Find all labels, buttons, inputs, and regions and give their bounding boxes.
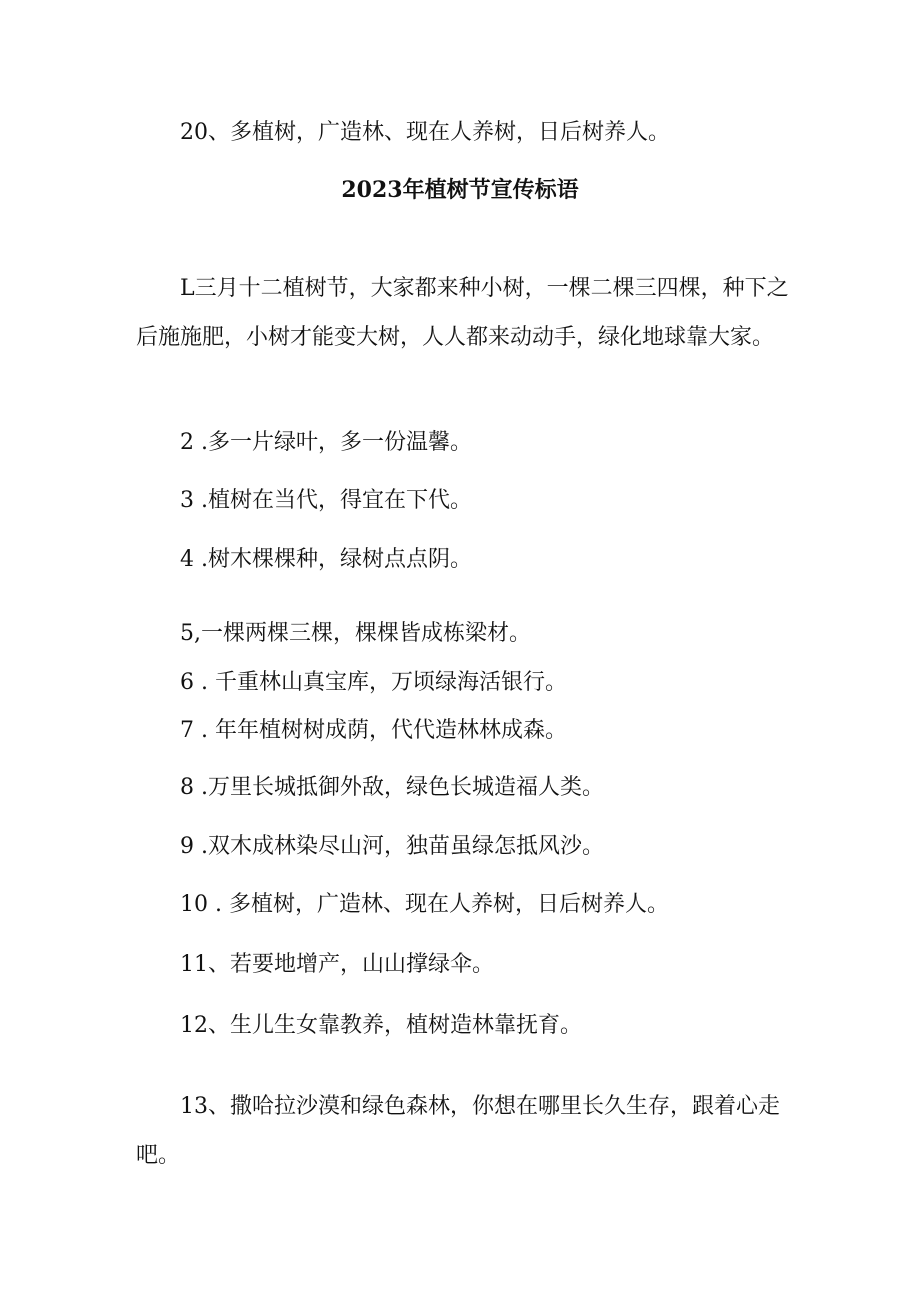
slogan-item-13: 13、撒哈拉沙漠和绿色森林，你想在哪里长久生存，跟着心走吧。 [136, 1094, 780, 1168]
slogan-item-12: 12、生儿生女靠教养，植树造林靠抚育。 [180, 1013, 582, 1038]
slogan-item-6: 6 . 千重林山真宝库，万顷绿海活银行。 [180, 670, 567, 695]
slogan-item-10: 10 . 多植树，广造林、现在人养树，日后树养人。 [180, 892, 669, 917]
slogan-item-7: 7 . 年年植树树成荫，代代造林林成森。 [180, 718, 567, 743]
slogan-item-9: 9 .双木成林染尽山河，独苗虽绿怎抵风沙。 [180, 834, 604, 859]
slogan-item-2: 2 .多一片绿叶，多一份温馨。 [180, 430, 472, 455]
slogan-item-3: 3 .植树在当代，得宜在下代。 [180, 488, 472, 513]
slogan-item-20: 20、多植树，广造林、现在人养树，日后树养人。 [180, 120, 670, 145]
document-title: 2023年植树节宣传标语 [341, 177, 579, 203]
slogan-item-4: 4 .树木棵棵种，绿树点点阴。 [180, 547, 472, 572]
slogan-item-11: 11、若要地增产，山山撑绿伞。 [180, 952, 494, 977]
slogan-item-5: 5,一棵两棵三棵，棵棵皆成栋梁材。 [180, 621, 531, 646]
slogan-item-1: L三月十二植树节，大家都来种小树，一棵二棵三四棵，种下之后施施肥，小树才能变大树，人人都来动动手，绿化地球靠大家。 [136, 276, 789, 350]
slogan-item-8: 8 .万里长城抵御外敌，绿色长城造福人类。 [180, 775, 604, 800]
